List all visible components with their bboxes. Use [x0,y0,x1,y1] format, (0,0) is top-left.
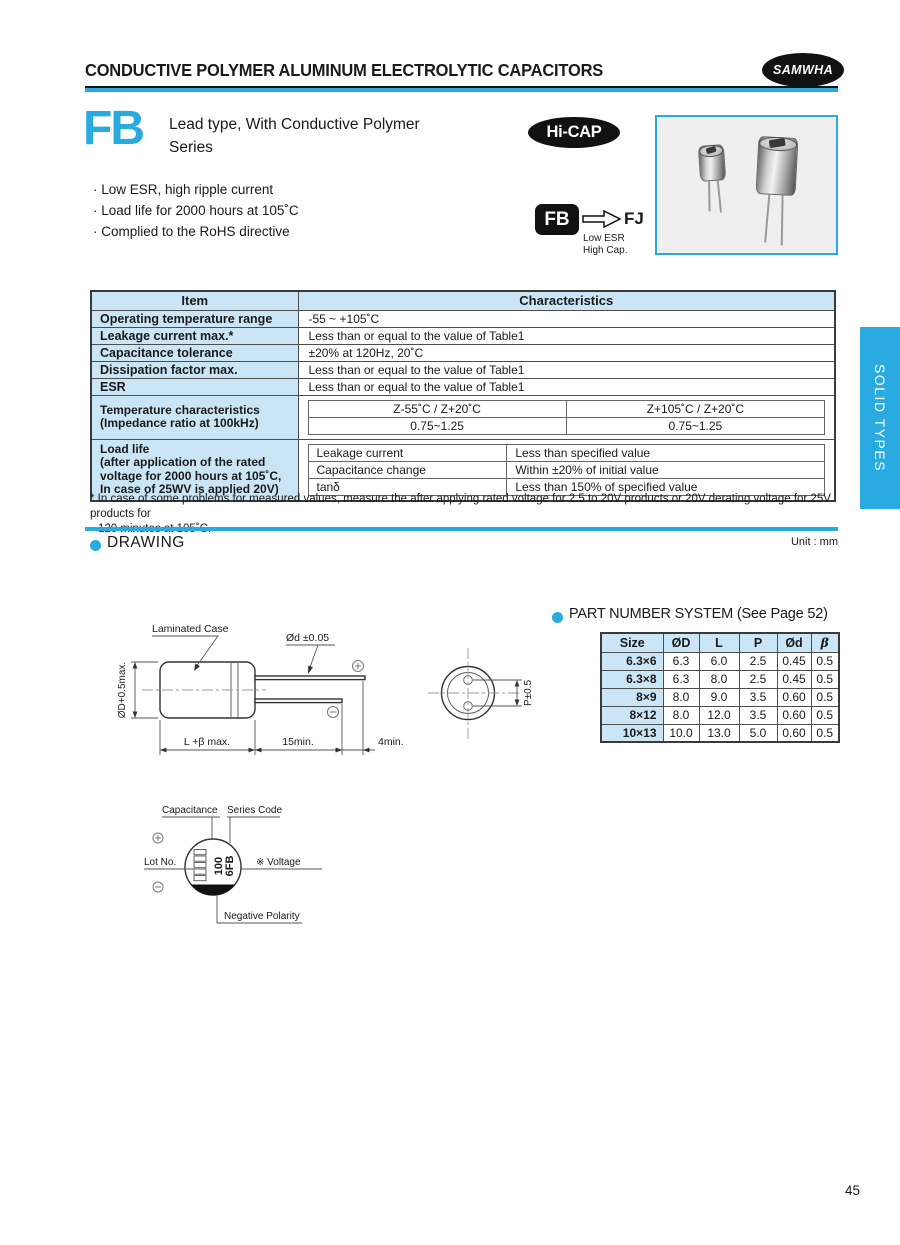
plus-polarity-icon [153,833,163,843]
col-header-characteristics: Characteristics [298,291,835,310]
impedance-ratio-table: Z-55˚C / Z+20˚C Z+105˚C / Z+20˚C 0.75~1.25 0.75~1.25 [308,400,826,435]
capacitance-label: Capacitance [162,805,218,816]
series-code-label: Series Code [227,805,283,816]
lead-diameter-label: Ød ±0.05 [286,632,330,644]
side-tab-solid-types: SOLID TYPES [860,327,900,509]
table-row: 6.3×8 6.3 8.0 2.5 0.45 0.5 [601,670,839,688]
fb-fj-note: Low ESR High Cap. [583,233,628,256]
capacitance-value: 100 [213,856,225,876]
right-arrow-icon [582,209,622,229]
feature-item: · Low ESR, high ripple current [93,182,274,197]
series-code: FB [83,102,143,155]
minus-polarity-icon [153,882,163,892]
characteristics-table [90,290,836,502]
size-table [600,632,840,743]
part-number-section-title: PART NUMBER SYSTEM (See Page 52) [569,606,828,622]
table-row: ESR Less than or equal to the value of Table1 [91,378,835,395]
negative-polarity-label: Negative Polarity [224,911,300,922]
capacitor-photo-small [698,144,726,182]
body-length-label: L +β max. [183,736,231,748]
minus-polarity-icon [328,707,339,718]
drawing-section-title: DRAWING [107,534,185,551]
dimension-drawing [90,598,570,788]
feature-item: · Complied to the RoHS directive [93,224,290,239]
load-life-row: Load life (after application of the rated voltage for 2000 hours at 105˚C, In case of 25WV is applied 20V) Leakage current Less than specified value Capacitance change Within ±20% of initial value tanδ Less than 150% of specified value [91,439,835,501]
footnote: * In case of some problems for measured values, measure the after applying rated voltage for 2.5 to 20V products or 20V derating voltage for 25V products for [90,493,831,520]
samwha-logo [762,53,844,87]
table-row: 6.3×6 6.3 6.0 2.5 0.45 0.5 [601,652,839,670]
unit-label: Unit : mm [790,536,838,548]
table-header-row [91,291,835,310]
load-life-table: Leakage current Less than specified value Capacitance change Within ±20% of initial value tanδ Less than 150% of specified value [308,444,826,496]
voltage-label: ※ Voltage [256,857,301,868]
table-row: Dissipation factor max. Less than or equal to the value of Table1 [91,361,835,378]
samwha-logo-text: SAMWHA [772,63,834,77]
fj-series-label: FJ [624,209,644,228]
bullet-icon [90,540,101,551]
bullet-icon [552,612,563,623]
feature-item: · Load life for 2000 hours at 105˚C [93,203,299,218]
series-code-value: 6FB [224,855,236,877]
negative-polarity-mark [192,885,235,895]
header-rule-cyan [85,88,838,92]
table-row: 8×12 8.0 12.0 3.5 0.60 0.5 [601,706,839,724]
table-row: Operating temperature range -55 ~ +105˚C [91,310,835,327]
fb-series-box: FB [535,204,579,235]
table-row: Capacitance tolerance ±20% at 120Hz, 20˚C [91,344,835,361]
lead-pitch-label: P±0.5 [523,679,534,707]
marking-diagram [130,797,340,942]
page-title: CONDUCTIVE POLYMER ALUMINUM ELECTROLYTIC CAPACITORS [85,60,604,80]
table-row: Leakage current max.* Less than or equal to the value of Table1 [91,327,835,344]
temperature-characteristics-row: Temperature characteristics (Impedance ratio at 100kHz) Z-55˚C / Z+20˚C Z+105˚C / Z+20˚C 0.75~1.25 0.75~1.25 [91,395,835,439]
table-row: 8×9 8.0 9.0 3.5 0.60 0.5 [601,688,839,706]
table-row: 10×13 10.0 13.0 5.0 0.60 0.5 [601,724,839,742]
lead-tip-label: 4min. [378,736,404,748]
product-photo [655,115,838,255]
feature-list [93,179,299,242]
capacitor-photo-large [756,136,799,196]
section-rule-cyan [85,527,838,531]
hicap-badge: Hi-CAP [528,117,620,148]
plus-polarity-icon [353,661,364,672]
lead-length-label: 15min. [282,736,314,748]
series-description: Lead type, With Conductive Polymer Series [169,116,420,156]
body-diameter-label: ØD+0.5max. [117,661,128,719]
size-table-header: Size ØD L P Ød β [601,633,839,652]
col-header-item: Item [91,291,298,310]
laminated-case-label: Laminated Case [152,623,229,635]
page-number: 45 [845,1183,861,1198]
lot-no-label: Lot No. [144,857,177,868]
